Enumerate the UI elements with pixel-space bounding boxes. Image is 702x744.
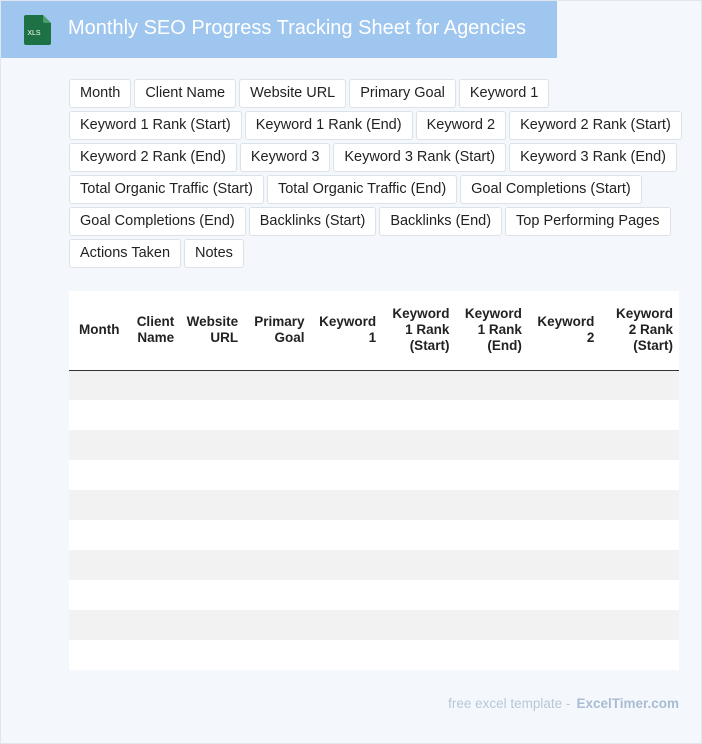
table-cell[interactable] (180, 640, 244, 670)
table-cell[interactable] (455, 460, 527, 490)
table-cell[interactable] (455, 400, 527, 430)
table-cell[interactable] (382, 610, 455, 640)
table-cell[interactable] (180, 520, 244, 550)
field-chip[interactable]: Keyword 3 Rank (Start) (333, 143, 506, 172)
table-cell[interactable] (382, 460, 455, 490)
table-cell[interactable] (311, 550, 383, 580)
table-cell[interactable] (382, 550, 455, 580)
table-cell[interactable] (600, 430, 679, 460)
table-cell[interactable] (455, 430, 527, 460)
field-chip[interactable]: Keyword 1 Rank (End) (245, 111, 413, 140)
table-cell[interactable] (528, 580, 600, 610)
table-row (69, 400, 679, 430)
table-cell[interactable] (244, 490, 310, 520)
table-cell[interactable] (528, 400, 600, 430)
table-cell[interactable] (528, 370, 600, 400)
field-chip[interactable]: Goal Completions (Start) (460, 175, 642, 204)
table-cell[interactable] (382, 520, 455, 550)
table-cell[interactable] (244, 580, 310, 610)
table-cell[interactable] (69, 610, 129, 640)
table-cell[interactable] (600, 520, 679, 550)
column-header: Primary Goal (244, 291, 310, 370)
table-cell[interactable] (382, 580, 455, 610)
table-cell[interactable] (180, 460, 244, 490)
table-cell[interactable] (129, 550, 181, 580)
table-row (69, 430, 679, 460)
field-chip[interactable]: Total Organic Traffic (Start) (69, 175, 264, 204)
table-row (69, 370, 679, 400)
table-cell[interactable] (600, 640, 679, 670)
field-chip[interactable]: Backlinks (Start) (249, 207, 377, 236)
table-cell[interactable] (244, 370, 310, 400)
table-cell[interactable] (528, 610, 600, 640)
table-cell[interactable] (69, 430, 129, 460)
field-chip[interactable]: Client Name (134, 79, 236, 108)
field-chip[interactable]: Top Performing Pages (505, 207, 670, 236)
svg-text:XLS: XLS (27, 30, 41, 37)
field-chip[interactable]: Primary Goal (349, 79, 456, 108)
field-chip[interactable]: Keyword 3 Rank (End) (509, 143, 677, 172)
table-cell[interactable] (244, 640, 310, 670)
field-chip[interactable]: Keyword 2 (416, 111, 507, 140)
table-cell[interactable] (244, 430, 310, 460)
table-row (69, 580, 679, 610)
table-cell[interactable] (311, 520, 383, 550)
title-bar (1, 1, 557, 58)
table-cell[interactable] (455, 610, 527, 640)
table-cell[interactable] (600, 370, 679, 400)
table-cell[interactable] (311, 400, 383, 430)
table-cell[interactable] (382, 490, 455, 520)
table-cell[interactable] (69, 580, 129, 610)
table-cell[interactable] (244, 460, 310, 490)
footer-brand-link[interactable]: ExcelTimer.com (576, 696, 679, 711)
table-cell[interactable] (180, 580, 244, 610)
table-cell[interactable] (311, 370, 383, 400)
field-chip[interactable]: Goal Completions (End) (69, 207, 246, 236)
field-chip[interactable]: Total Organic Traffic (End) (267, 175, 457, 204)
column-header: Website URL (180, 291, 244, 370)
table-cell[interactable] (455, 370, 527, 400)
table-cell[interactable] (600, 610, 679, 640)
table-cell[interactable] (455, 580, 527, 610)
table-cell[interactable] (180, 610, 244, 640)
field-chip[interactable]: Keyword 3 (240, 143, 331, 172)
table-cell[interactable] (528, 640, 600, 670)
table-cell[interactable] (129, 400, 181, 430)
table-cell[interactable] (600, 460, 679, 490)
table-cell[interactable] (180, 550, 244, 580)
table-cell[interactable] (129, 610, 181, 640)
table-cell[interactable] (382, 400, 455, 430)
field-chip[interactable]: Keyword 1 (459, 79, 550, 108)
column-header: Keyword 2 Rank (Start) (600, 291, 679, 370)
field-chip[interactable]: Keyword 2 Rank (End) (69, 143, 237, 172)
field-chip[interactable]: Month (69, 79, 131, 108)
table-row (69, 460, 679, 490)
xls-file-icon (24, 15, 51, 45)
field-chip[interactable]: Actions Taken (69, 239, 181, 268)
page-title: Monthly SEO Progress Tracking Sheet for Agencies (68, 17, 526, 39)
table-cell[interactable] (528, 550, 600, 580)
table-cell[interactable] (311, 640, 383, 670)
table-cell[interactable] (455, 520, 527, 550)
field-chip[interactable]: Website URL (239, 79, 346, 108)
table-cell[interactable] (69, 550, 129, 580)
table-cell[interactable] (244, 610, 310, 640)
table-cell[interactable] (528, 490, 600, 520)
table-cell[interactable] (129, 460, 181, 490)
column-header: Keyword 1 Rank (Start) (382, 291, 455, 370)
column-header: Month (69, 291, 129, 370)
table-cell[interactable] (382, 640, 455, 670)
column-header: Keyword 1 (311, 291, 383, 370)
table-cell[interactable] (528, 430, 600, 460)
table-cell[interactable] (129, 370, 181, 400)
footer (448, 696, 679, 711)
field-chip[interactable]: Keyword 2 Rank (Start) (509, 111, 682, 140)
table-cell[interactable] (69, 490, 129, 520)
table-cell[interactable] (600, 400, 679, 430)
table-cell[interactable] (69, 640, 129, 670)
table-row (69, 610, 679, 640)
table-cell[interactable] (311, 430, 383, 460)
table-cell[interactable] (382, 370, 455, 400)
column-header: Keyword 1 Rank (End) (455, 291, 527, 370)
table-row (69, 490, 679, 520)
table-cell[interactable] (311, 610, 383, 640)
table-cell[interactable] (69, 370, 129, 400)
table-cell[interactable] (311, 490, 383, 520)
table-cell[interactable] (311, 580, 383, 610)
field-chip[interactable]: Backlinks (End) (379, 207, 502, 236)
column-header: Client Name (129, 291, 181, 370)
field-chip[interactable]: Notes (184, 239, 244, 268)
table-row (69, 550, 679, 580)
column-header: Keyword 2 (528, 291, 600, 370)
table-cell[interactable] (129, 640, 181, 670)
field-list (69, 79, 689, 268)
table-cell[interactable] (600, 490, 679, 520)
table-cell[interactable] (528, 460, 600, 490)
table-cell[interactable] (455, 550, 527, 580)
table-cell[interactable] (180, 370, 244, 400)
table-cell[interactable] (180, 490, 244, 520)
table-cell[interactable] (129, 430, 181, 460)
table-cell[interactable] (69, 460, 129, 490)
table-cell[interactable] (129, 490, 181, 520)
footer-text: free excel template - (448, 696, 571, 711)
table-cell[interactable] (382, 430, 455, 460)
table-cell[interactable] (180, 430, 244, 460)
table-cell[interactable] (129, 520, 181, 550)
table-cell[interactable] (129, 580, 181, 610)
table-header-row (69, 291, 679, 370)
table-cell[interactable] (600, 550, 679, 580)
table-cell[interactable] (244, 550, 310, 580)
table-cell[interactable] (244, 520, 310, 550)
table-row (69, 520, 679, 550)
table-cell[interactable] (180, 400, 244, 430)
table-cell[interactable] (69, 400, 129, 430)
table-cell[interactable] (69, 520, 129, 550)
table-cell[interactable] (600, 580, 679, 610)
table-cell[interactable] (244, 400, 310, 430)
table-row (69, 640, 679, 670)
table-cell[interactable] (455, 640, 527, 670)
tracking-table (69, 291, 679, 670)
field-chip[interactable]: Keyword 1 Rank (Start) (69, 111, 242, 140)
table-cell[interactable] (528, 520, 600, 550)
table-cell[interactable] (311, 460, 383, 490)
table-cell[interactable] (455, 490, 527, 520)
